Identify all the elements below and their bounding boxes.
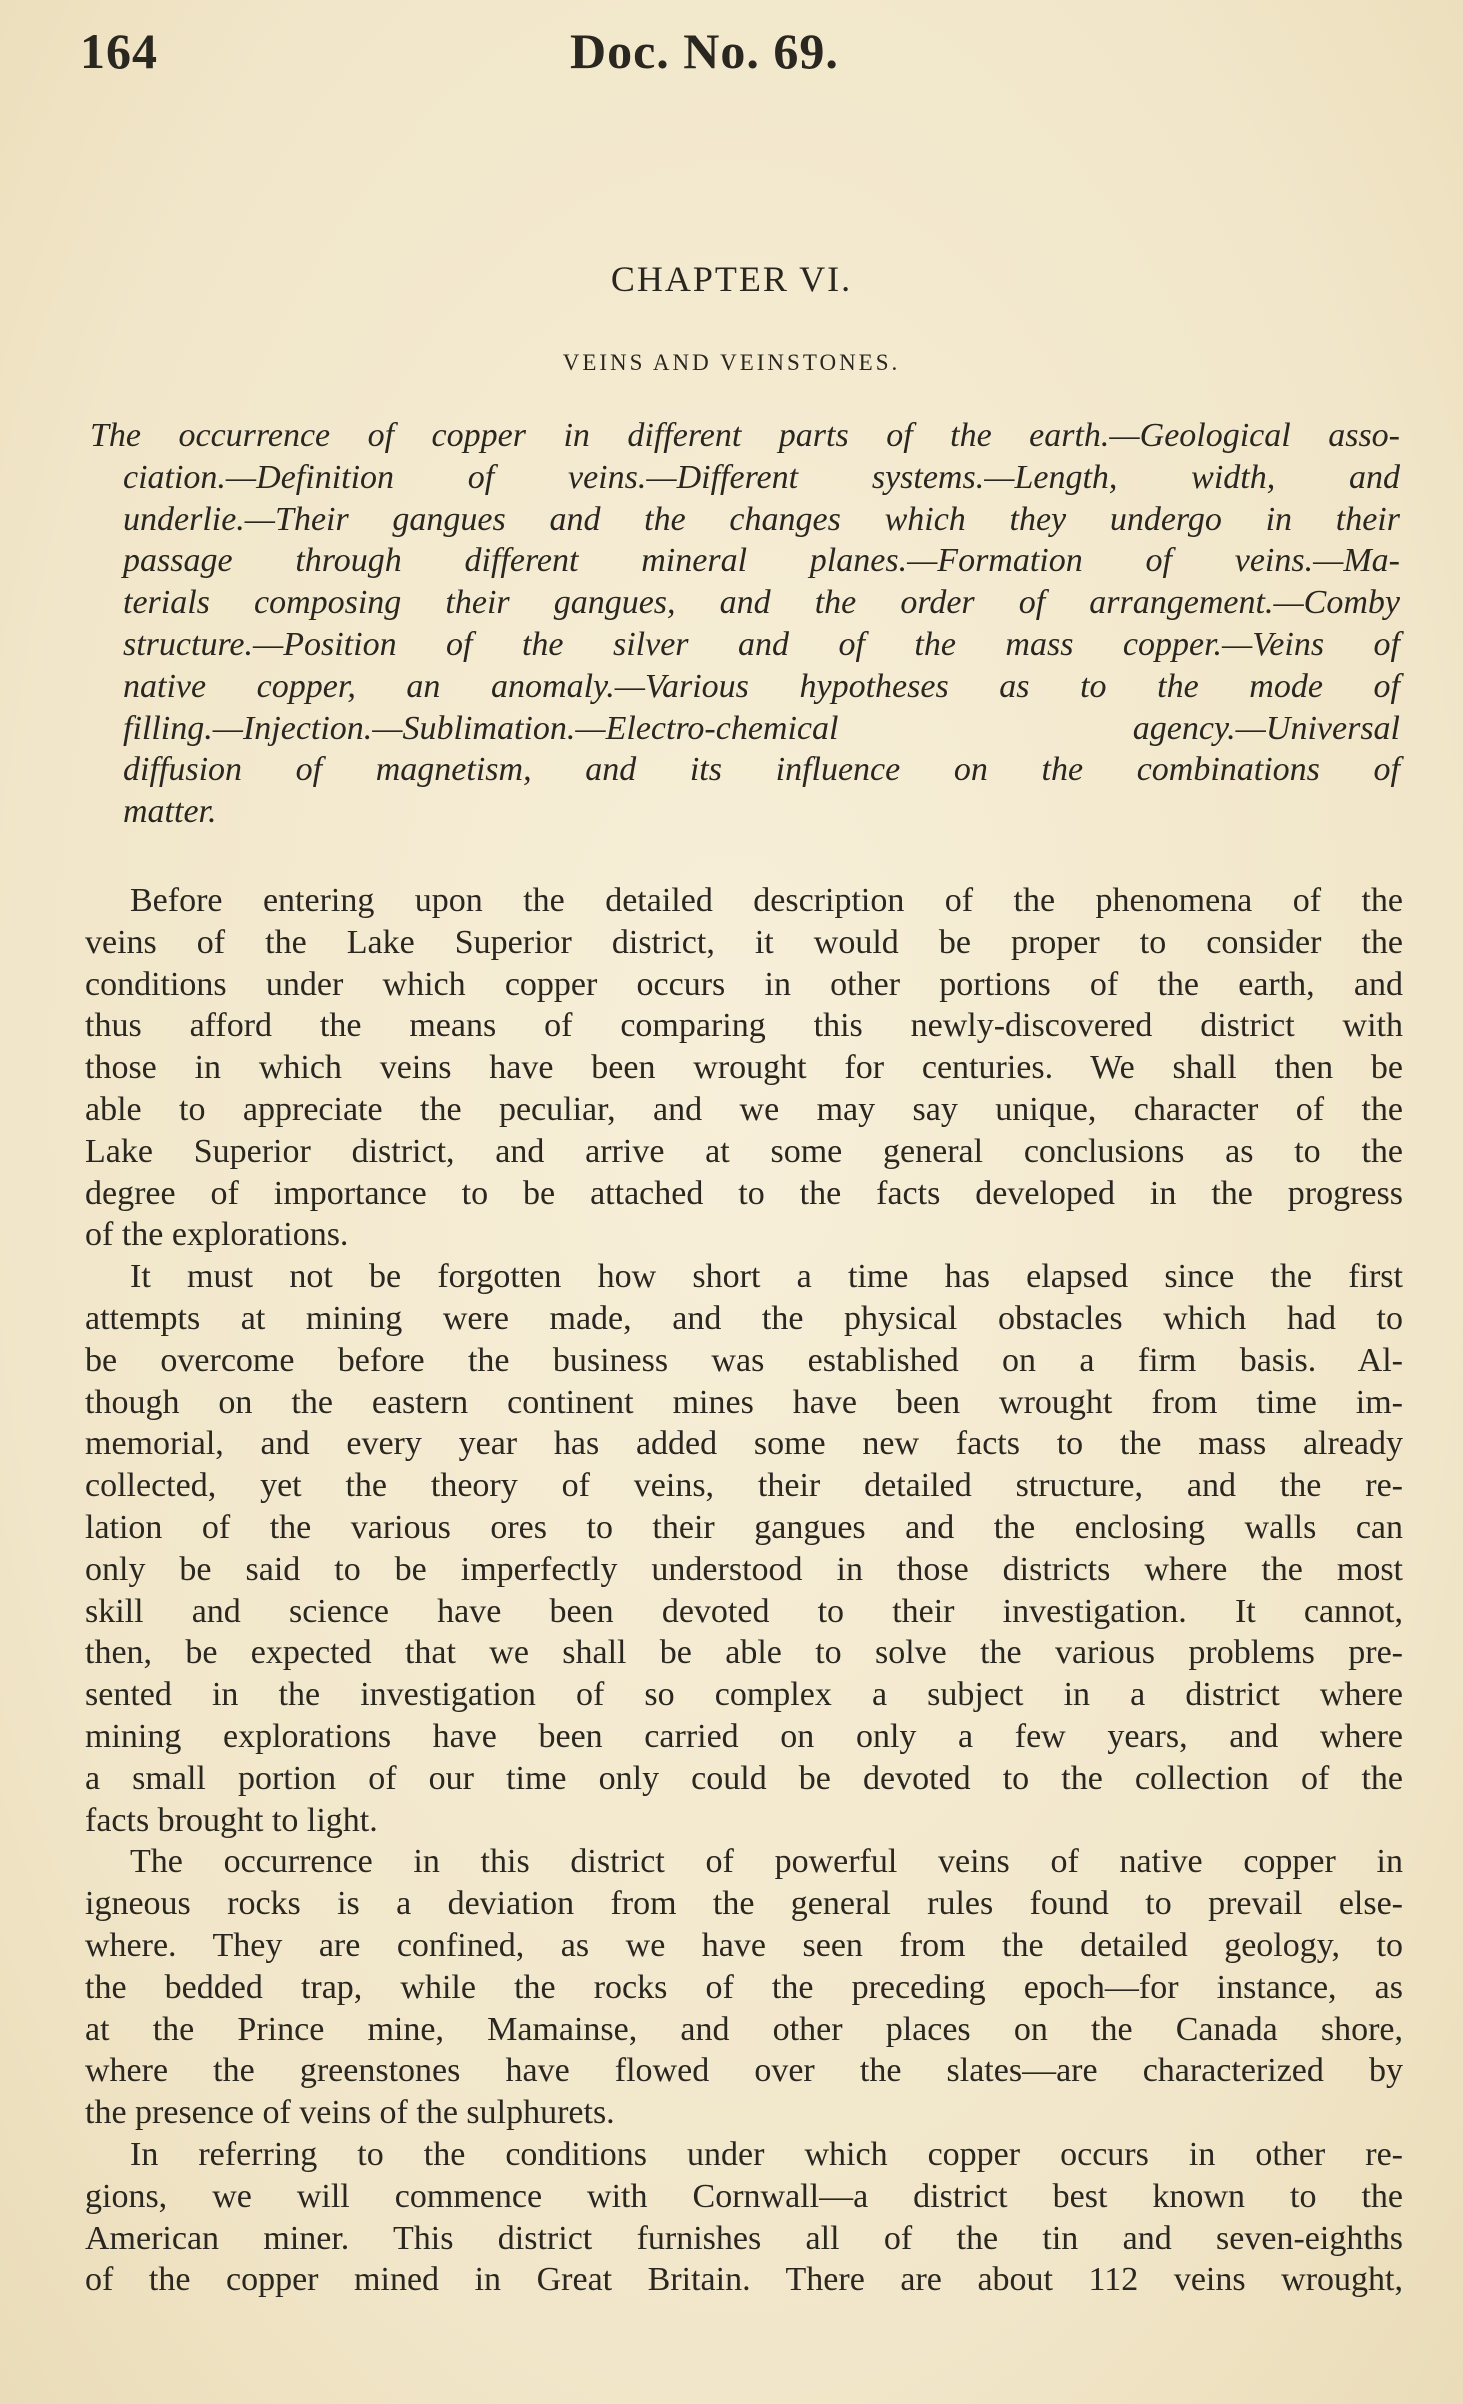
body-line: a small portion of our time only could be devoted to the collection of the bbox=[85, 1759, 1403, 1797]
body-line: igneous rocks is a deviation from the general rules found to prevail else- bbox=[85, 1885, 1403, 1923]
body-line: those in which veins have been wrought for centuries. We shall then be bbox=[85, 1049, 1403, 1087]
body-line: skill and science have been devoted to their investigation. It cannot, bbox=[85, 1592, 1403, 1630]
summary-line: ciation.—Definition of veins.—Different systems.—Length, width, and bbox=[123, 458, 1400, 496]
chapter-title: CHAPTER VI. bbox=[610, 259, 853, 299]
body-line: In referring to the conditions under which copper occurs in other re- bbox=[130, 2135, 1403, 2173]
body-line: collected, yet the theory of veins, their detailed structure, and the re- bbox=[85, 1467, 1403, 1505]
body-line: thus afford the means of comparing this newly-discovered district with bbox=[85, 1007, 1403, 1045]
body-text bbox=[85, 880, 1403, 2301]
summary-line: underlie.—Their gangues and the changes which they undergo in their bbox=[123, 500, 1400, 538]
body-line: Before entering upon the detailed description of the phenomena of the bbox=[130, 882, 1403, 919]
body-line: though on the eastern continent mines have been wrought from time im- bbox=[85, 1383, 1403, 1421]
body-line: veins of the Lake Superior district, it would be proper to consider the bbox=[85, 923, 1403, 961]
summary-line: terials composing their gangues, and the order of arrangement.—Comby bbox=[123, 584, 1400, 622]
body-line: sented in the investigation of so complex a subject in a district where bbox=[85, 1676, 1403, 1714]
page-header bbox=[80, 22, 1410, 92]
body-line: Lake Superior district, and arrive at some general conclusions as to the bbox=[85, 1132, 1403, 1170]
body-line: degree of importance to be attached to the facts developed in the progress bbox=[85, 1174, 1403, 1212]
body-line: of the explorations. bbox=[85, 1216, 349, 1254]
body-line: memorial, and every year has added some new facts to the mass already bbox=[85, 1425, 1403, 1463]
body-line: American miner. This district furnishes all of the tin and seven-eighths bbox=[85, 2219, 1403, 2257]
body-line: conditions under which copper occurs in other portions of the earth, and bbox=[85, 965, 1403, 1003]
body-line: where the greenstones have flowed over the slates—are characterized by bbox=[85, 2052, 1403, 2090]
body-line: of the copper mined in Great Britain. There are about 112 veins wrought, bbox=[85, 2261, 1403, 2299]
summary-line: matter. bbox=[123, 793, 217, 831]
chapter-subtitle: VEINS AND VEINSTONES. bbox=[562, 350, 901, 375]
body-line: the presence of veins of the sulphurets. bbox=[85, 2094, 615, 2132]
body-line: then, be expected that we shall be able to solve the various problems pre- bbox=[85, 1634, 1403, 1672]
body-line: facts brought to light. bbox=[85, 1801, 378, 1839]
body-line: gions, we will commence with Cornwall—a district best known to the bbox=[85, 2177, 1403, 2215]
body-line: be overcome before the business was established on a firm basis. Al- bbox=[85, 1341, 1403, 1379]
body-line: It must not be forgotten how short a time has elapsed since the first bbox=[130, 1258, 1403, 1296]
body-line: where. They are confined, as we have seen from the detailed geology, to bbox=[85, 1926, 1403, 1964]
body-line: at the Prince mine, Mamainse, and other places on the Canada shore, bbox=[85, 2010, 1403, 2048]
document-title: Doc. No. 69. bbox=[570, 23, 839, 79]
body-line: lation of the various ores to their gangues and the enclosing walls can bbox=[85, 1508, 1403, 1546]
body-line: able to appreciate the peculiar, and we may say unique, character of the bbox=[85, 1090, 1403, 1128]
body-line: only be said to be imperfectly understood in those districts where the most bbox=[85, 1550, 1403, 1588]
summary-line: filling.—Injection.—Sublimation.—Electro-chemical agency.—Universal bbox=[123, 709, 1400, 747]
body-line: attempts at mining were made, and the physical obstacles which had to bbox=[85, 1299, 1403, 1337]
summary-line: structure.—Position of the silver and of the mass copper.—Veins of bbox=[123, 625, 1400, 663]
body-line: mining explorations have been carried on only a few years, and where bbox=[85, 1717, 1403, 1755]
summary-line: The occurrence of copper in different parts of the earth.—Geological asso- bbox=[90, 417, 1400, 454]
summary-line: diffusion of magnetism, and its influence on the combinations of bbox=[123, 751, 1400, 789]
chapter-summary bbox=[90, 415, 1400, 833]
body-line: The occurrence in this district of powerful veins of native copper in bbox=[130, 1843, 1403, 1881]
summary-line: native copper, an anomaly.—Various hypotheses as to the mode of bbox=[123, 667, 1400, 705]
body-line: the bedded trap, while the rocks of the preceding epoch—for instance, as bbox=[85, 1968, 1403, 2006]
summary-line: passage through different mineral planes.—Formation of veins.—Ma- bbox=[123, 542, 1400, 580]
page-number: 164 bbox=[80, 23, 158, 79]
